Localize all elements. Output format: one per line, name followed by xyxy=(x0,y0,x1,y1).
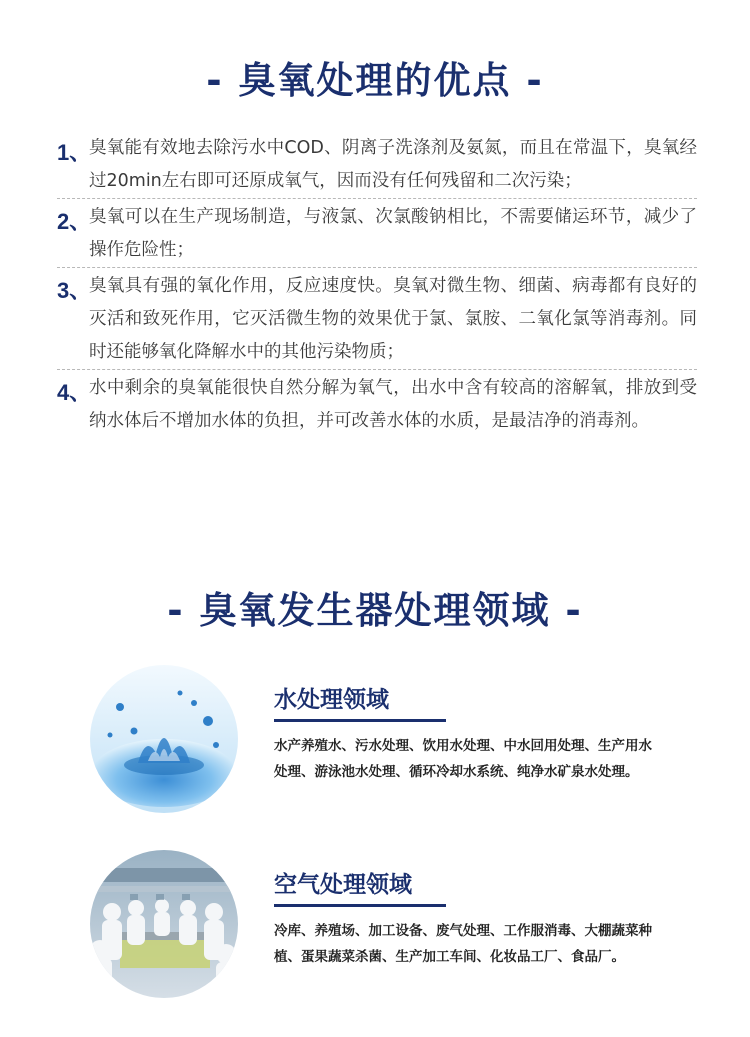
advantages-title: - 臭氧处理的优点 - xyxy=(206,59,544,102)
factory-workers-image xyxy=(90,850,238,998)
fields-title: - 臭氧发生器处理领域 - xyxy=(167,589,583,632)
item-text: 臭氧可以在生产现场制造，与液氯、次氯酸钠相比，不需要储运环节，减少了操作危险性； xyxy=(89,207,697,260)
list-item xyxy=(57,270,697,370)
water-splash-image xyxy=(90,665,238,813)
item-number: 4、 xyxy=(57,380,92,405)
list-item xyxy=(57,372,697,438)
item-text: 臭氧能有效地去除污水中COD、阴离子洗涤剂及氨氮，而且在常温下，臭氧经过20min左右即可还原成氧气，因而没有任何残留和二次污染； xyxy=(89,138,697,191)
item-text: 臭氧具有强的氧化作用，反应速度快。臭氧对微生物、细菌、病毒都有良好的灭活和致死作用，它灭活微生物的效果优于氯、氯胺、二氧化氯等消毒剂。同时还能够氧化降解水中的其他污染物质； xyxy=(89,276,697,362)
air-field-title: 空气处理领域 xyxy=(274,872,412,898)
item-text: 水中剩余的臭氧能很快自然分解为氧气，出水中含有较高的溶解氧，排放到受纳水体后不增加水体的负担，并可改善水体的水质，是最洁净的消毒剂。 xyxy=(89,378,697,431)
air-field-description: 冷库、养殖场、加工设备、废气处理、工作服消毒、大棚蔬菜种植、蛋果蔬菜杀菌、生产加工车间、化妆品工厂、食品厂。 xyxy=(274,923,652,965)
advantages-list xyxy=(57,132,697,438)
water-title-underline xyxy=(274,719,446,722)
air-title-underline xyxy=(274,904,446,907)
air-field-block xyxy=(90,850,690,1010)
item-number: 3、 xyxy=(57,278,92,303)
water-field-description: 水产养殖水、污水处理、饮用水处理、中水回用处理、生产用水处理、游泳池水处理、循环冷却水系统、纯净水矿泉水处理。 xyxy=(274,738,652,780)
list-item xyxy=(57,201,697,268)
water-field-title: 水处理领域 xyxy=(274,687,389,713)
list-item xyxy=(57,132,697,199)
water-field-block xyxy=(90,665,690,825)
item-number: 1、 xyxy=(57,140,92,165)
item-number: 2、 xyxy=(57,209,92,234)
